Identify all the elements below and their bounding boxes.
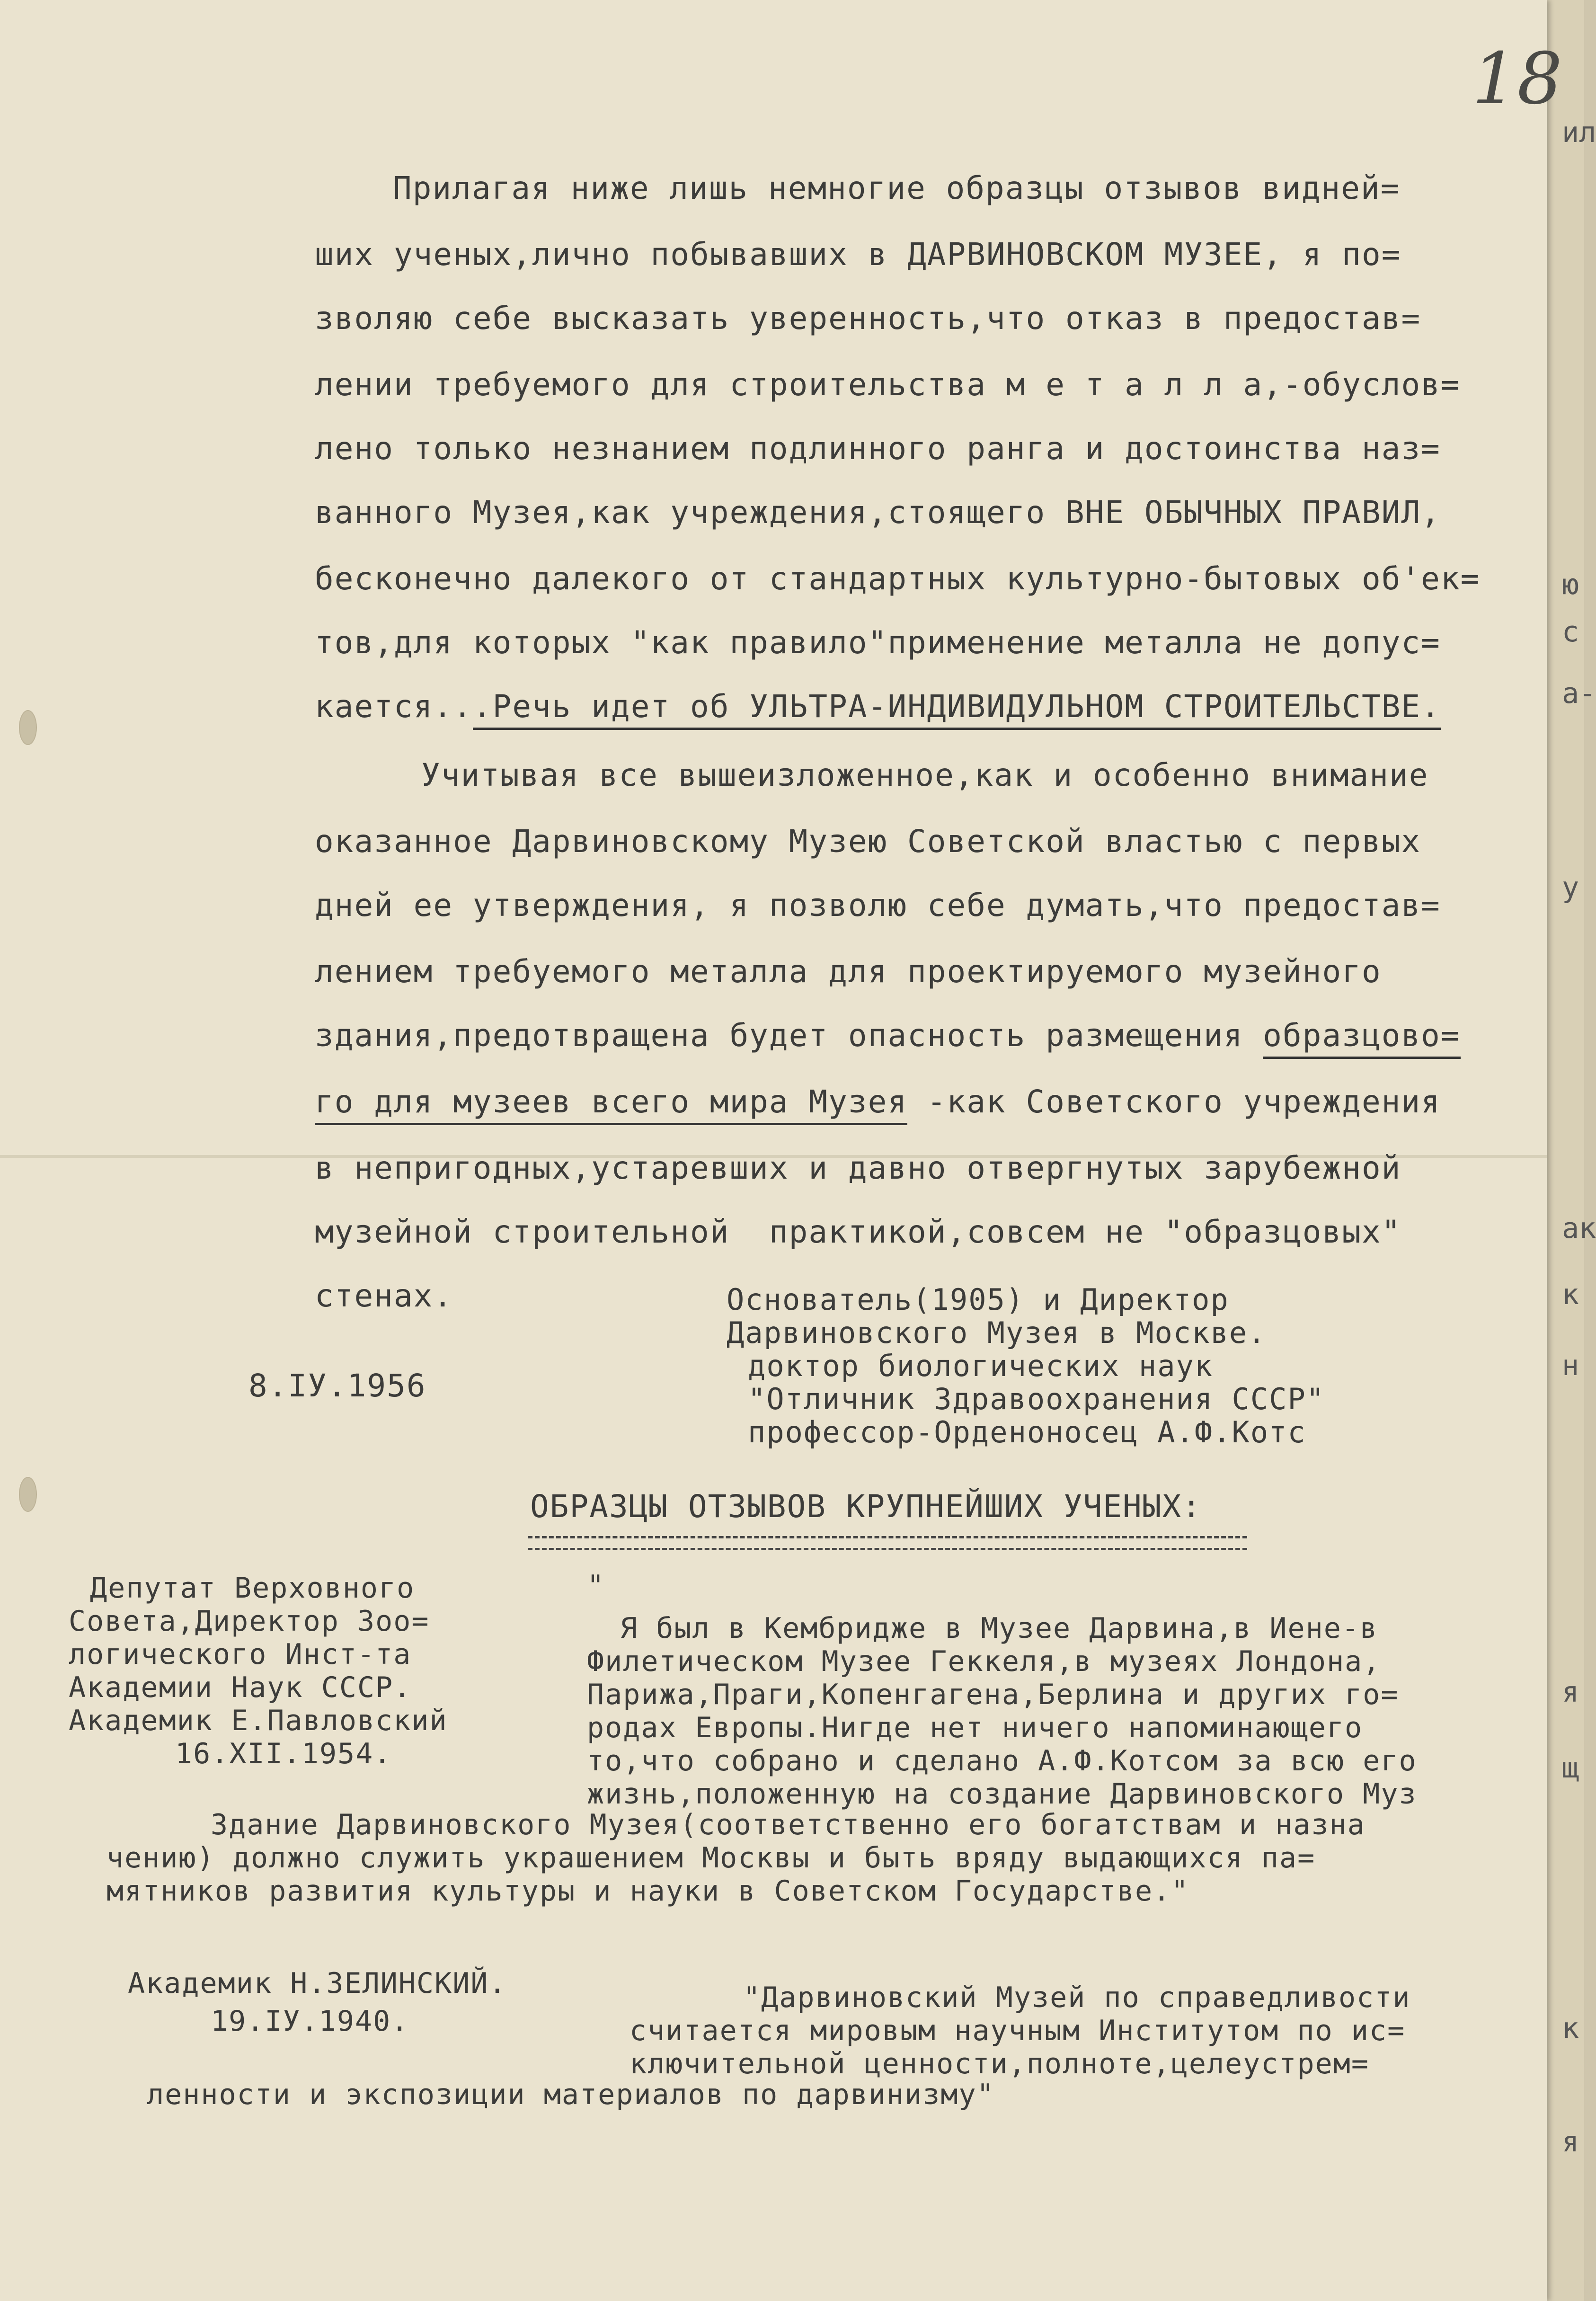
review-text-line: Я был в Кембридже в Музее Дарвина,в Иене-в: [620, 1612, 1378, 1645]
page-number: 18: [1472, 38, 1562, 120]
edge-fragment: я: [1562, 1676, 1579, 1709]
paragraph-line: тов,для которых "как правило"применение металла не допус=: [315, 624, 1441, 661]
paragraph-line: в непригодных,устаревших и давно отвергнутых зарубежной: [315, 1150, 1401, 1186]
edge-fragment: ил: [1562, 116, 1596, 149]
punch-hole: [19, 710, 37, 745]
paragraph-line: Прилагая ниже лишь немногие образцы отзывов видней=: [393, 170, 1401, 206]
paragraph-line: стенах.: [315, 1278, 453, 1314]
paragraph-line: лением требуемого металла для проектируемого музейного: [315, 953, 1382, 990]
punch-hole: [19, 1477, 37, 1512]
underlined-phrase: го для музеев всего мира Музея: [315, 1084, 907, 1125]
paragraph-line: музейной строительной практикой,совсем не "образцовых": [315, 1214, 1401, 1250]
edge-fragment: а-: [1562, 677, 1596, 710]
underlined-phrase: образцово=: [1263, 1017, 1460, 1059]
underlined-phrase: .Речь идет об УЛЬТРА-ИНДИВИДУЛЬНОМ СТРОИТЕЛЬСТВЕ.: [473, 688, 1441, 730]
heading-double-underline: [528, 1536, 1247, 1550]
paragraph-text: -как Советского учреждения: [907, 1084, 1441, 1120]
open-quote: ": [587, 1569, 605, 1602]
paragraph-line: ванного Музея,как учреждения,стоящего ВНЕ ОБЫЧНЫХ ПРАВИЛ,: [315, 494, 1441, 531]
review-author-line: Совета,Директор Зоо=: [69, 1605, 430, 1638]
paragraph-line: лено только незнанием подлинного ранга и достоинства наз=: [315, 430, 1441, 467]
paragraph-line: бесконечно далекого от стандартных культурно-бытовых об'ек=: [315, 560, 1481, 597]
document-date: 8.IУ.1956: [248, 1368, 426, 1404]
signature-line: профессор-Орденоносец А.Ф.Котс: [748, 1415, 1306, 1449]
review-text-line: чению) должно служить украшением Москвы и быть вряду выдающихся па=: [106, 1841, 1316, 1875]
review-author-line: Академии Наук СССР.: [69, 1671, 412, 1704]
paragraph-text: здания,предотвращена будет опасность размещения: [315, 1017, 1263, 1054]
edge-fragment: я: [1562, 2125, 1579, 2159]
edge-fragment: у: [1562, 871, 1579, 904]
review-author-line: Академик Е.Павловский: [69, 1704, 448, 1737]
edge-fragment: ю: [1562, 568, 1579, 601]
signature-line: Основатель(1905) и Директор: [727, 1282, 1229, 1317]
review-text-line: родах Европы.Нигде нет ничего напоминающего: [587, 1711, 1363, 1744]
review-text-line: то,что собрано и сделано А.Ф.Котсом за всю его: [587, 1744, 1417, 1777]
review-text-line: ленности и экспозиции материалов по дарвинизму": [147, 2078, 995, 2111]
paragraph-line: лении требуемого для строительства м е т а л л а,-обуслов=: [315, 366, 1461, 403]
review-text-line: жизнь,положенную на создание Дарвиновского Муз: [587, 1777, 1417, 1811]
paragraph-line: [315, 688, 1441, 725]
paragraph-line: [315, 1017, 1461, 1054]
review-text-line: "Дарвиновский Музей по справедливости: [743, 1981, 1411, 2014]
review-author-line: Депутат Верховного: [90, 1572, 415, 1605]
edge-fragment: щ: [1562, 1751, 1579, 1785]
paragraph-line: [315, 1086, 1441, 1118]
review-text-line: Филетическом Музее Геккеля,в музеях Лондона,: [587, 1645, 1381, 1678]
edge-fragment: к: [1562, 1278, 1579, 1311]
edge-fragment: с: [1562, 615, 1579, 649]
signature-line: "Отличник Здравоохранения СССР": [748, 1382, 1325, 1416]
paragraph-text: кается..: [315, 688, 473, 725]
paragraph-line: дней ее утверждения, я позволю себе думать,что предостав=: [315, 887, 1441, 924]
section-heading: ОБРАЗЦЫ ОТЗЫВОВ КРУПНЕЙШИХ УЧЕНЫХ:: [530, 1488, 1202, 1525]
paragraph-line: оказанное Дарвиновскому Музею Советской властью с первых: [315, 823, 1421, 860]
review-text-line: мятников развития культуры и науки в Советском Государстве.": [106, 1875, 1189, 1908]
review-author-date: 16.XII.1954.: [175, 1737, 392, 1770]
signature-line: Дарвиновского Музея в Москве.: [727, 1315, 1267, 1350]
edge-fragment: к: [1562, 2012, 1579, 2045]
review-text-line: Здание Дарвиновского Музея(соответственно его богатствам и назна: [211, 1808, 1365, 1841]
paragraph-line: Учитывая все вышеизложенное,как и особенно внимание: [421, 757, 1429, 793]
signature-line: доктор биологических наук: [748, 1349, 1214, 1383]
paragraph-line: ших ученых,лично побывавших в ДАРВИНОВСКОМ МУЗЕЕ, я по=: [315, 236, 1401, 273]
review-text-line: ключительной ценности,полноте,целеустрем=: [630, 2047, 1370, 2080]
review-author-date: 19.IУ.1940.: [211, 2005, 409, 2038]
edge-fragment: н: [1562, 1349, 1579, 1382]
review-text-line: считается мировым научным Институтом по ис=: [630, 2014, 1406, 2047]
paragraph-line: зволяю себе высказать уверенность,что отказ в предостав=: [315, 300, 1421, 337]
review-author-line: логического Инст-та: [69, 1638, 412, 1671]
review-author-line: Академик Н.ЗЕЛИНСКИЙ.: [128, 1967, 507, 2000]
edge-fragment: ак: [1562, 1212, 1596, 1245]
review-text-line: Парижа,Праги,Копенгагена,Берлина и других го=: [587, 1678, 1399, 1711]
